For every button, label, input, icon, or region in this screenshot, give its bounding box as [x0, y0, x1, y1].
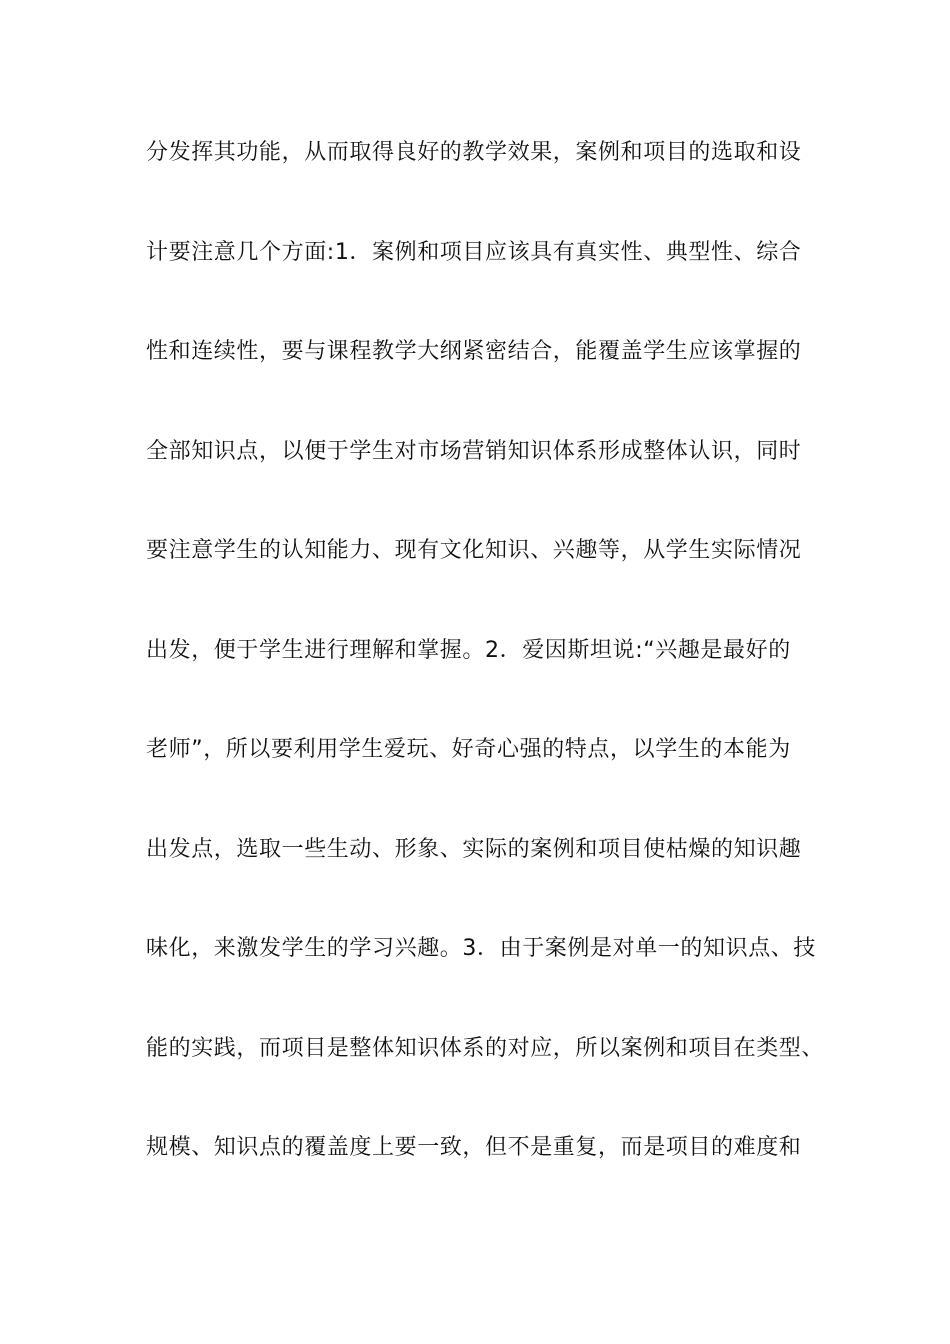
text-line: 出发，便于学生进行理解和掌握。2．爱因斯坦说:“兴趣是最好的	[146, 637, 791, 663]
text-line: 出发点，选取一些生动、形象、实际的案例和项目使枯燥的知识趣	[146, 836, 802, 862]
text-line: 能的实践，而项目是整体知识体系的对应，所以案例和项目在类型、	[146, 1035, 825, 1061]
text-line: 全部知识点，以便于学生对市场营销知识体系形成整体认识，同时	[146, 438, 802, 464]
text-line: 味化，来激发学生的学习兴趣。3．由于案例是对单一的知识点、技	[146, 936, 816, 961]
text-line: 分发挥其功能，从而取得良好的教学效果，案例和项目的选取和设	[146, 140, 802, 165]
text-line: 规模、知识点的覆盖度上要一致，但不是重复，而是项目的难度和	[146, 1135, 802, 1160]
text-line: 计要注意几个方面:1．案例和项目应该具有真实性、典型性、综合	[146, 239, 802, 265]
text-line: 老师”，所以要利用学生爱玩、好奇心强的特点，以学生的本能为	[146, 737, 791, 762]
text-line: 要注意学生的认知能力、现有文化知识、兴趣等，从学生实际情况	[146, 538, 802, 563]
body-text	[146, 128, 836, 1223]
text-line: 性和连续性，要与课程教学大纲紧密结合，能覆盖学生应该掌握的	[146, 339, 802, 364]
